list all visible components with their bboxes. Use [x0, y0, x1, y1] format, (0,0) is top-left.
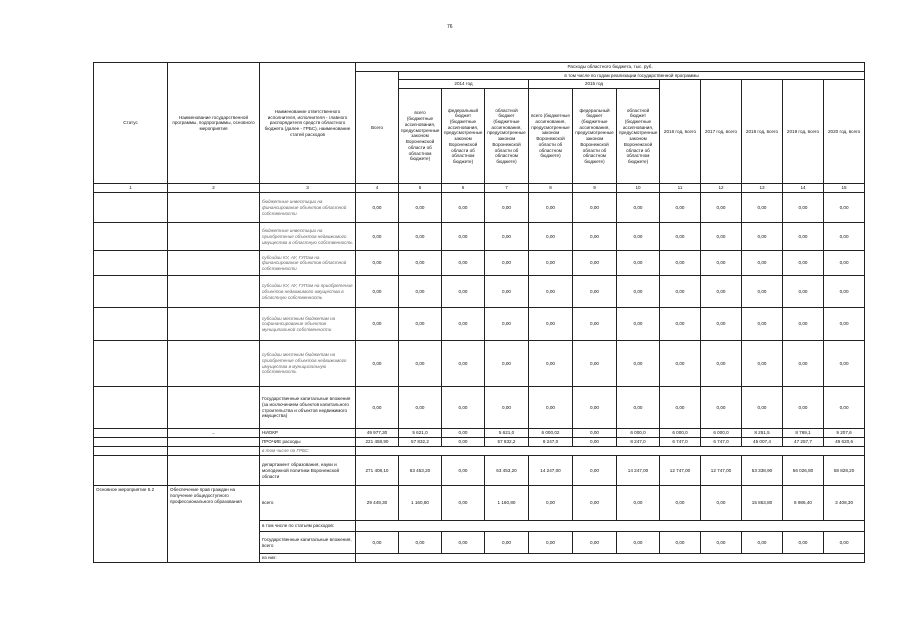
value-cell: 56 026,80 — [783, 456, 824, 486]
expense-row — [94, 308, 865, 341]
grbs-row — [94, 447, 865, 456]
value-cell: 0,00 — [742, 251, 783, 276]
value-cell: 0,00 — [442, 223, 485, 251]
value-cell: 1 160,80 — [399, 486, 442, 521]
value-cell: 0,00 — [442, 532, 485, 554]
header-2015-federal: федеральный бюджет (бюджетные ассигнования, предусмотренные законом Воронежской области об областном бюджете) — [573, 89, 617, 184]
column-number: 7 — [485, 184, 529, 193]
value-cell: 0,00 — [617, 251, 660, 276]
value-cell: 0,00 — [573, 276, 617, 308]
value-cell: 0,00 — [660, 387, 701, 429]
value-cell: 0,00 — [399, 276, 442, 308]
value-cell: 0,00 — [742, 193, 783, 223]
value-cell: 0,00 — [742, 341, 783, 387]
by-articles-label: в том числе по статьям расходов: — [260, 521, 356, 532]
value-cell: 0,00 — [783, 532, 824, 554]
main-event-status: Основное мероприятие 5.2 — [94, 486, 168, 563]
header-2020: 2020 год, всего — [824, 80, 865, 184]
value-cell: 29 449,30 — [356, 486, 399, 521]
value-cell: 12 747,00 — [701, 456, 742, 486]
value-cell: 0,00 — [529, 532, 573, 554]
value-cell: 0,00 — [783, 193, 824, 223]
value-cell: 0,00 — [356, 308, 399, 341]
value-cell: 0,00 — [617, 223, 660, 251]
niokr-row — [94, 429, 865, 438]
value-cell: 0,00 — [573, 308, 617, 341]
header-2014-federal: федеральный бюджет (бюджетные ассигнования, предусмотренные законом Воронежской области об областном бюджете) — [442, 89, 485, 184]
header-total: Всего — [356, 71, 399, 183]
value-cell: 0,00 — [399, 251, 442, 276]
value-cell: 0,00 — [356, 193, 399, 223]
expense-row-label: бюджетные инвестиции на приобретение объектов недвижимого имущества в областную собственность — [260, 223, 356, 251]
value-cell: 0,00 — [573, 456, 617, 486]
niokr-label: НИОКР — [260, 429, 356, 438]
value-cell: 0,00 — [442, 486, 485, 521]
value-cell: 0,00 — [573, 251, 617, 276]
expense-row-label: субсидии местным бюджетам на софинансирование объектов муниципальной собственности — [260, 308, 356, 341]
column-number: 5 — [399, 184, 442, 193]
prochie-label: ПРОЧИЕ расходы — [260, 438, 356, 447]
value-cell: 0,00 — [573, 486, 617, 521]
value-cell: 0,00 — [742, 276, 783, 308]
column-number: 13 — [742, 184, 783, 193]
value-cell: 0,00 — [742, 387, 783, 429]
header-2014-total: всего (бюджетные ассигнования, предусмотренные законом Воронежской области об областном бюджете) — [399, 89, 442, 184]
value-cell: 0,00 — [485, 193, 529, 223]
value-cell: 0,00 — [356, 223, 399, 251]
value-cell: 0,00 — [485, 532, 529, 554]
prochie-row — [94, 438, 865, 447]
value-cell: 0,00 — [824, 223, 865, 251]
column-number: 9 — [573, 184, 617, 193]
value-cell: 0,00 — [399, 387, 442, 429]
value-cell: 6 000,0 — [660, 429, 701, 438]
value-cell: 0,00 — [485, 387, 529, 429]
value-cell: 0,00 — [742, 223, 783, 251]
expense-row-label: субсидии КУ, АУ, ГУПам на финансирование объектов областной собственности — [260, 251, 356, 276]
value-cell: 0,00 — [617, 341, 660, 387]
expense-row — [94, 276, 865, 308]
value-cell: 0,00 — [356, 276, 399, 308]
header-2018: 2018 год, всего — [742, 80, 783, 184]
value-cell: 0,00 — [356, 341, 399, 387]
value-cell: 0,00 — [573, 387, 617, 429]
value-cell: 0,00 — [573, 223, 617, 251]
column-number: 6 — [442, 184, 485, 193]
value-cell: 0,00 — [783, 223, 824, 251]
column-number: 1 — [94, 184, 168, 193]
value-cell: 6 747,0 — [660, 438, 701, 447]
value-cell: 8 986,40 — [783, 486, 824, 521]
value-cell: 5 621,0 — [485, 429, 529, 438]
value-cell: 0,00 — [399, 193, 442, 223]
expense-row — [94, 193, 865, 223]
value-cell: 0,00 — [824, 341, 865, 387]
value-cell: 0,00 — [617, 486, 660, 521]
value-cell: 0,00 — [701, 387, 742, 429]
value-cell: 0,00 — [442, 308, 485, 341]
header-executor: Наименование ответственного исполнителя, исполнителя - главного распорядителя средств областного бюджета (далее - ГРБС), наименование статей расходов — [260, 63, 356, 184]
value-cell: 15 853,80 — [742, 486, 783, 521]
value-cell: 1 160,80 — [485, 486, 529, 521]
value-cell: 0,00 — [485, 341, 529, 387]
header-2015: 2015 год — [529, 80, 660, 89]
value-cell: 0,00 — [529, 486, 573, 521]
value-cell: 0,00 — [701, 308, 742, 341]
value-cell: 0,00 — [660, 486, 701, 521]
value-cell: 0,00 — [701, 532, 742, 554]
value-cell: 0,00 — [660, 308, 701, 341]
value-cell: 0,00 — [399, 532, 442, 554]
value-cell: 5 621,0 — [399, 429, 442, 438]
capital-label: Государственные капитальные вложения, всего — [260, 532, 356, 554]
value-cell: 14 247,00 — [617, 456, 660, 486]
value-cell: 0,00 — [660, 193, 701, 223]
value-cell: 0,00 — [660, 223, 701, 251]
main-event-total-label: всего — [260, 486, 356, 521]
value-cell: 0,00 — [824, 308, 865, 341]
value-cell: 0,00 — [701, 251, 742, 276]
value-cell: 0,00 — [660, 341, 701, 387]
value-cell: 0,00 — [617, 276, 660, 308]
value-cell: 8 247,0 — [529, 438, 573, 447]
column-number: 12 — [701, 184, 742, 193]
value-cell: 0,00 — [442, 341, 485, 387]
value-cell: 45 007,4 — [742, 438, 783, 447]
value-cell: 0,00 — [824, 532, 865, 554]
expense-row — [94, 223, 865, 251]
value-cell: 0,00 — [399, 341, 442, 387]
value-cell: 0,00 — [529, 387, 573, 429]
value-cell: 0,00 — [824, 251, 865, 276]
value-cell: 0,00 — [573, 193, 617, 223]
value-cell: 9 207,6 — [824, 429, 865, 438]
value-cell: 6 000,02 — [529, 429, 573, 438]
header-realization-years: в том числе по годам реализации государственной программы — [399, 71, 865, 80]
value-cell: 63 453,20 — [485, 456, 529, 486]
expense-row-label: субсидии КУ, АУ, ГУПам на приобретение объектов недвижимого имущества в областную собственность — [260, 276, 356, 308]
header-2017: 2017 год, всего — [701, 80, 742, 184]
value-cell: 49 620,6 — [824, 438, 865, 447]
value-cell: 0,00 — [356, 387, 399, 429]
header-2014: 2014 год — [399, 80, 529, 89]
value-cell: 0,00 — [442, 456, 485, 486]
value-cell: 0,00 — [573, 438, 617, 447]
grbs-label: в том числе по ГРБС: — [260, 447, 356, 456]
value-cell: 0,00 — [356, 532, 399, 554]
value-cell: 8 769,1 — [783, 429, 824, 438]
value-cell: 0,00 — [783, 341, 824, 387]
value-cell: 0,00 — [485, 308, 529, 341]
value-cell: 8 247,0 — [617, 438, 660, 447]
header-status: Статус — [94, 63, 168, 184]
expense-row-label: Государственные капитальные вложения (за исключением объектов капитального строительства и объектов недвижимого имущества) — [260, 387, 356, 429]
expense-row-label: субсидии местным бюджетам на приобретение объектов недвижимого имущества в муниципальную собственность — [260, 341, 356, 387]
column-number: 15 — [824, 184, 865, 193]
value-cell: 0,00 — [783, 387, 824, 429]
value-cell: 0,00 — [573, 341, 617, 387]
value-cell: 0,00 — [529, 341, 573, 387]
last-label: из них: — [260, 554, 356, 563]
value-cell: 6 747,0 — [701, 438, 742, 447]
value-cell: 221 458,90 — [356, 438, 399, 447]
column-numbers-row — [94, 184, 865, 193]
value-cell: 0,00 — [617, 532, 660, 554]
expense-row-label: бюджетные инвестиции на финансирование объектов областной собственности — [260, 193, 356, 223]
header-2015-total: всего (бюджетные ассигнования, предусмотренные законом Воронежской области об областном бюджете) — [529, 89, 573, 184]
value-cell: 0,00 — [742, 308, 783, 341]
dept-label: департамент образования, науки и молодежной политики Воронежской области — [260, 456, 356, 486]
value-cell: 0,00 — [485, 251, 529, 276]
value-cell: 3 408,30 — [824, 486, 865, 521]
value-cell: 0,00 — [824, 387, 865, 429]
header-2014-regional: областной бюджет (бюджетные ассигнования, предусмотренные законом Воронежской области об областном бюджете) — [485, 89, 529, 184]
header-program-name: Наименование государственной программы, подпрограммы, основного мероприятия — [168, 63, 260, 184]
value-cell: 6 000,0 — [617, 429, 660, 438]
header-2015-regional: областной бюджет (бюджетные ассигнования, предусмотренные законом Воронежской области об областном бюджете) — [617, 89, 660, 184]
value-cell: 0,00 — [701, 486, 742, 521]
value-cell: 0,00 — [660, 276, 701, 308]
value-cell: 0,00 — [399, 308, 442, 341]
value-cell: 0,00 — [783, 251, 824, 276]
dept-row — [94, 456, 865, 486]
value-cell: 0,00 — [529, 193, 573, 223]
value-cell: 12 747,00 — [660, 456, 701, 486]
value-cell: 0,00 — [701, 193, 742, 223]
value-cell: 63 453,20 — [399, 456, 442, 486]
value-cell: 0,00 — [824, 276, 865, 308]
value-cell: 0,00 — [529, 251, 573, 276]
value-cell: 0,00 — [573, 429, 617, 438]
value-cell: 0,00 — [617, 193, 660, 223]
expense-row — [94, 341, 865, 387]
value-cell: 0,00 — [701, 223, 742, 251]
column-number: 4 — [356, 184, 399, 193]
value-cell: 0,00 — [356, 251, 399, 276]
column-number: 8 — [529, 184, 573, 193]
value-cell: 49 977,30 — [356, 429, 399, 438]
value-cell: 0,00 — [824, 193, 865, 223]
value-cell: 8 251,5 — [742, 429, 783, 438]
budget-table — [93, 62, 865, 563]
value-cell: 0,00 — [660, 532, 701, 554]
value-cell: 0,00 — [617, 387, 660, 429]
value-cell: 0,00 — [701, 276, 742, 308]
value-cell: 0,00 — [442, 438, 485, 447]
header-2019: 2019 год, всего — [783, 80, 824, 184]
expense-row — [94, 251, 865, 276]
value-cell: 0,00 — [485, 223, 529, 251]
value-cell: 0,00 — [442, 276, 485, 308]
value-cell: 0,00 — [783, 276, 824, 308]
column-number: 14 — [783, 184, 824, 193]
value-cell: 6 000,0 — [701, 429, 742, 438]
value-cell: 14 247,00 — [529, 456, 573, 486]
value-cell: 0,00 — [529, 276, 573, 308]
column-number: 3 — [260, 184, 356, 193]
value-cell: 47 257,7 — [783, 438, 824, 447]
main-event-total-row — [94, 486, 865, 521]
value-cell: 0,00 — [701, 341, 742, 387]
value-cell: 57 832,2 — [399, 438, 442, 447]
value-cell: 0,00 — [742, 532, 783, 554]
value-cell: 0,00 — [442, 193, 485, 223]
column-number: 2 — [168, 184, 260, 193]
value-cell: 0,00 — [783, 308, 824, 341]
value-cell: 0,00 — [442, 387, 485, 429]
value-cell: 0,00 — [617, 308, 660, 341]
value-cell: 271 408,10 — [356, 456, 399, 486]
value-cell: 0,00 — [442, 429, 485, 438]
expense-row — [94, 387, 865, 429]
value-cell: 0,00 — [529, 223, 573, 251]
value-cell: 58 828,20 — [824, 456, 865, 486]
header-expenses-title: Расходы областного бюджета, тыс. руб. — [356, 63, 865, 72]
value-cell: 0,00 — [529, 308, 573, 341]
value-cell: 0,00 — [485, 276, 529, 308]
value-cell: 57 832,2 — [485, 438, 529, 447]
column-number: 11 — [660, 184, 701, 193]
value-cell: 0,00 — [442, 251, 485, 276]
value-cell: 0,00 — [660, 251, 701, 276]
value-cell: 0,00 — [573, 532, 617, 554]
page-number: 76 — [447, 24, 453, 30]
main-event-name: Обеспечение прав граждан на получение общедоступного профессионального образования — [168, 486, 260, 563]
value-cell: 53 338,90 — [742, 456, 783, 486]
header-2016: 2016 год, всего — [660, 80, 701, 184]
niokr-mark: ... — [168, 429, 260, 438]
column-number: 10 — [617, 184, 660, 193]
value-cell: 0,00 — [399, 223, 442, 251]
